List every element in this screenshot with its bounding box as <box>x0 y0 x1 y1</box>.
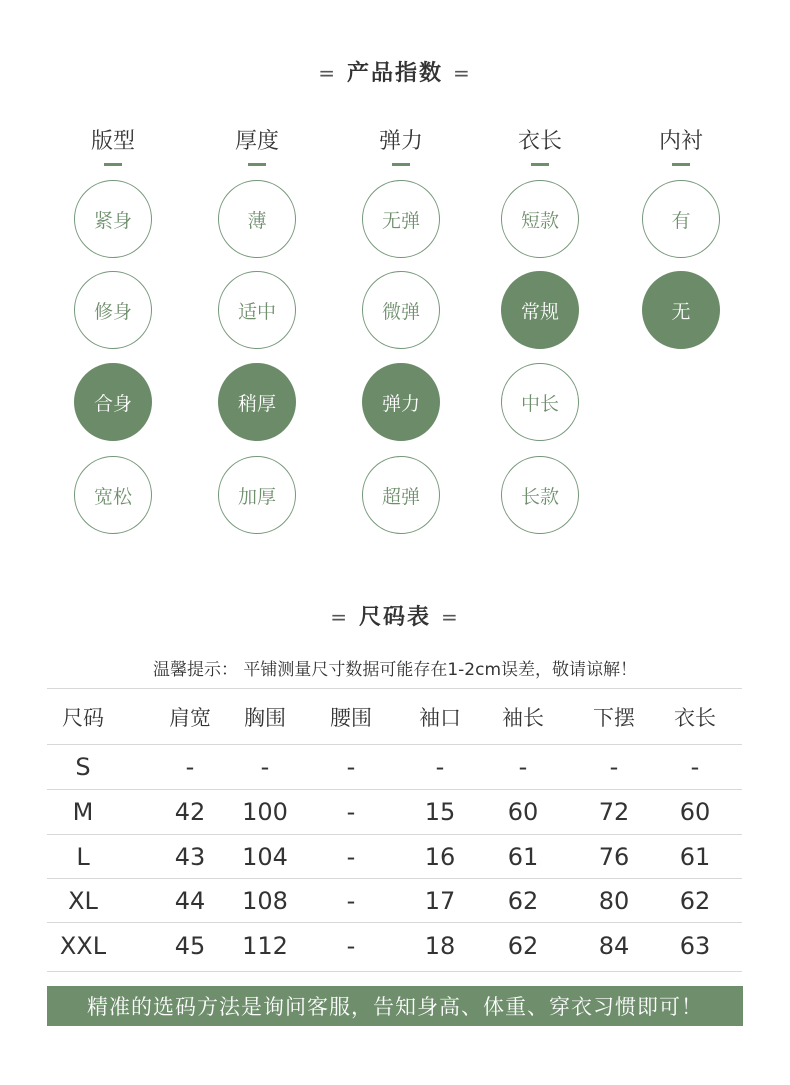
table-header-cell: 腰围 <box>330 706 372 730</box>
table-cell: - <box>435 753 445 781</box>
option-circle: 宽松 <box>74 456 152 534</box>
option-circle: 适中 <box>218 271 296 349</box>
option-circle: 微弹 <box>362 271 440 349</box>
attribute-heading <box>631 124 731 166</box>
size-tip: 温馨提示： 平铺测量尺寸数据可能存在1-2cm误差，敬请谅解！ <box>152 660 638 680</box>
attribute-heading <box>207 124 307 166</box>
table-cell: 76 <box>598 843 630 871</box>
option-circle-selected: 无 <box>642 271 720 349</box>
attribute-heading-label: 衣长 <box>517 129 562 154</box>
size-chart-title-text: 尺码表 <box>358 605 431 630</box>
table-cell: - <box>346 843 356 871</box>
attribute-heading-label: 内衬 <box>658 129 703 154</box>
option-circle: 有 <box>642 180 720 258</box>
table-header-row <box>47 696 742 740</box>
table-row <box>47 879 742 923</box>
table-cell: L <box>76 843 90 871</box>
table-cell: XXL <box>59 932 107 960</box>
table-cell: 16 <box>424 843 456 871</box>
table-row <box>47 790 742 834</box>
table-cell: 17 <box>424 887 456 915</box>
table-header-cell: 尺码 <box>62 706 104 730</box>
table-header-cell: 下摆 <box>593 706 635 730</box>
size-chart-title <box>0 600 790 631</box>
heading-underline <box>248 163 266 166</box>
option-circle: 中长 <box>501 363 579 441</box>
option-circle: 加厚 <box>218 456 296 534</box>
table-cell: 100 <box>242 798 288 826</box>
option-circle: 紧身 <box>74 180 152 258</box>
table-cell: 104 <box>242 843 288 871</box>
heading-underline <box>104 163 122 166</box>
table-cell: - <box>609 753 619 781</box>
table-cell: S <box>75 753 91 781</box>
option-circle-selected: 弹力 <box>362 363 440 441</box>
option-circle: 薄 <box>218 180 296 258</box>
sizing-advice-banner: 精准的选码方法是询问客服，告知身高、体重、穿衣习惯即可！ <box>47 986 743 1026</box>
attribute-heading <box>490 124 590 166</box>
attribute-heading-label: 版型 <box>90 129 135 154</box>
table-divider <box>47 971 742 972</box>
option-circle: 超弹 <box>362 456 440 534</box>
table-cell: 61 <box>507 843 539 871</box>
option-circle-selected: 合身 <box>74 363 152 441</box>
table-cell: - <box>185 753 195 781</box>
table-row <box>47 745 742 789</box>
table-header-cell: 肩宽 <box>169 706 211 730</box>
table-cell: 62 <box>507 932 539 960</box>
title-deco-left: = <box>318 61 337 85</box>
table-cell: 80 <box>598 887 630 915</box>
table-cell: 43 <box>174 843 206 871</box>
table-header-cell: 袖长 <box>502 706 544 730</box>
table-cell: 61 <box>679 843 711 871</box>
product-index-title <box>0 56 790 87</box>
attribute-heading-label: 厚度 <box>234 129 279 154</box>
table-cell: 72 <box>598 798 630 826</box>
table-cell: - <box>346 798 356 826</box>
heading-underline <box>392 163 410 166</box>
table-cell: - <box>346 932 356 960</box>
option-circle: 长款 <box>501 456 579 534</box>
product-index-title-text: 产品指数 <box>346 61 443 86</box>
option-circle-selected: 稍厚 <box>218 363 296 441</box>
table-cell: 44 <box>174 887 206 915</box>
heading-underline <box>672 163 690 166</box>
table-header-cell: 胸围 <box>244 706 286 730</box>
option-circle: 修身 <box>74 271 152 349</box>
table-header-cell: 衣长 <box>674 706 716 730</box>
table-cell: XL <box>68 887 98 915</box>
table-cell: 112 <box>242 932 288 960</box>
table-divider <box>47 688 742 689</box>
table-cell: 60 <box>679 798 711 826</box>
title-deco-left: = <box>330 605 349 629</box>
attribute-heading <box>63 124 163 166</box>
table-cell: 45 <box>174 932 206 960</box>
title-deco-right: = <box>441 605 460 629</box>
option-circle: 无弹 <box>362 180 440 258</box>
option-circle: 短款 <box>501 180 579 258</box>
title-deco-right: = <box>453 61 472 85</box>
table-row <box>47 835 742 879</box>
table-cell: 108 <box>242 887 288 915</box>
table-cell: M <box>72 798 94 826</box>
table-cell: - <box>518 753 528 781</box>
table-cell: 18 <box>424 932 456 960</box>
table-row <box>47 924 742 968</box>
table-cell: 60 <box>507 798 539 826</box>
table-cell: 84 <box>598 932 630 960</box>
table-cell: 62 <box>679 887 711 915</box>
attribute-heading <box>351 124 451 166</box>
heading-underline <box>531 163 549 166</box>
table-cell: - <box>690 753 700 781</box>
table-cell: - <box>346 887 356 915</box>
table-cell: - <box>260 753 270 781</box>
table-cell: 15 <box>424 798 456 826</box>
table-cell: 63 <box>679 932 711 960</box>
attribute-heading-label: 弹力 <box>378 129 423 154</box>
option-circle-selected: 常规 <box>501 271 579 349</box>
table-cell: - <box>346 753 356 781</box>
table-cell: 42 <box>174 798 206 826</box>
table-header-cell: 袖口 <box>419 706 461 730</box>
table-cell: 62 <box>507 887 539 915</box>
